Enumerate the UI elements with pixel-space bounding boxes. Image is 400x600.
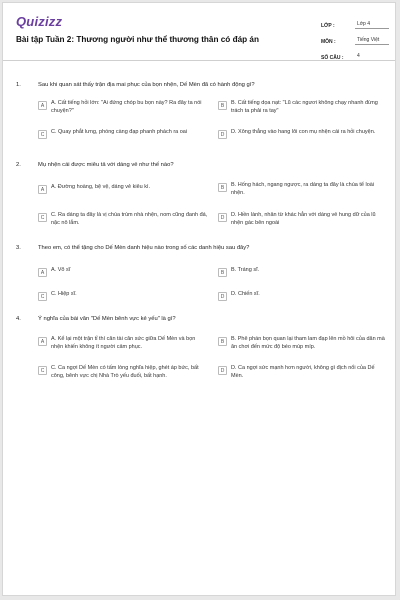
- option-badge: B: [218, 183, 227, 192]
- option-text: C. Hiệp sĩ.: [51, 291, 77, 297]
- option-text: B. Tráng sĩ.: [231, 267, 260, 273]
- option-badge: C: [38, 292, 47, 301]
- option-text: B. Hống hách, ngang ngược, ra dáng ta đây là chúa tể loài nhện.: [231, 182, 375, 196]
- option-badge: C: [38, 213, 47, 222]
- question-text: Sau khi quan sát thấy trận địa mai phục của bọn nhện, Dế Mèn đã có hành động gì?: [38, 82, 255, 88]
- option-badge: B: [218, 337, 227, 346]
- option-text: D. Hiền lành, nhân từ khác hẳn với dáng vẻ hung dữ của lũ nhện gác bên ngoài: [231, 212, 376, 226]
- question-number: 3.: [16, 245, 21, 251]
- option-text: D. Xông thẳng vào hang lôi con mụ nhện cái ra hỏi chuyện.: [231, 129, 376, 135]
- option-c[interactable]: [38, 291, 208, 301]
- question-header: [16, 316, 386, 326]
- option-badge: A: [38, 268, 47, 277]
- option-badge: C: [38, 130, 47, 139]
- option-text: D. Ca ngợi sức mạnh hơn người, không gì địch nổi của Dế Mèn.: [231, 365, 375, 379]
- option-text: A. Võ sĩ: [51, 267, 71, 273]
- option-text: A. Cất tiếng hỏi lớn: "Ai đứng chóp bu bọn này? Ra đây ta nói chuyện?": [51, 100, 202, 114]
- option-text: A. Đường hoàng, bệ vệ, dáng vẻ kiêu kì.: [51, 184, 151, 190]
- meta-block: [321, 15, 389, 63]
- meta-value-field: Lớp 4: [355, 21, 389, 29]
- option-badge: D: [218, 130, 227, 139]
- question-text: Ý nghĩa của bài văn "Dế Mèn bênh vực kẻ yếu" là gì?: [38, 316, 176, 322]
- option-badge: B: [218, 101, 227, 110]
- meta-value-field: 4: [355, 53, 389, 61]
- option-text: B. Phê phán bọn quan lại tham lam đạp lên mồ hôi của dân mà ăn chơi đến mức độ béo múp míp.: [231, 336, 385, 350]
- question-1: [16, 82, 386, 138]
- option-text: B. Cất tiếng dọa nạt: "Lũ các ngươi không chạy nhanh đừng trách ta phải ra tay": [231, 100, 378, 114]
- option-d[interactable]: [218, 129, 388, 139]
- option-badge: D: [218, 292, 227, 301]
- worksheet-page: [2, 2, 396, 596]
- option-badge: A: [38, 337, 47, 346]
- header-divider: [3, 60, 395, 61]
- option-badge: C: [38, 366, 47, 375]
- option-c[interactable]: [38, 365, 208, 380]
- option-d[interactable]: [218, 291, 388, 301]
- question-number: 2.: [16, 162, 21, 168]
- meta-key: LỚP :: [321, 23, 335, 29]
- question-header: [16, 245, 386, 255]
- option-a[interactable]: [38, 336, 208, 351]
- question-text: Theo em, có thể tặng cho Dế Mèn danh hiệu nào trong số các danh hiệu sau đây?: [38, 245, 250, 251]
- question-2: [16, 162, 386, 226]
- worksheet-title: Bài tập Tuần 2: Thương người như thể thương thân có đáp án: [16, 35, 259, 44]
- question-header: [16, 162, 386, 172]
- option-text: C. Ra dáng ta đây là vị chúa trùm nhà nhện, nom cũng đanh đá, nặc nô lắm.: [51, 212, 208, 226]
- question-3: [16, 245, 386, 300]
- option-b[interactable]: [218, 100, 388, 115]
- meta-value-field: Tiếng Việt: [355, 37, 389, 45]
- option-c[interactable]: [38, 129, 208, 139]
- meta-row-count: [321, 47, 389, 61]
- meta-key: SỐ CÂU :: [321, 55, 344, 61]
- question-header: [16, 82, 386, 92]
- option-a[interactable]: [38, 184, 208, 194]
- question-text: Mụ nhện cái được miêu tả với dáng vẻ như thế nào?: [38, 162, 174, 168]
- option-d[interactable]: [218, 212, 388, 227]
- option-a[interactable]: [38, 100, 208, 115]
- option-a[interactable]: [38, 267, 208, 277]
- option-badge: D: [218, 366, 227, 375]
- option-badge: A: [38, 185, 47, 194]
- option-text: C. Quay phắt lưng, phóng càng đạp phanh phách ra oai: [51, 129, 188, 135]
- option-badge: A: [38, 101, 47, 110]
- option-text: A. Kể lại một trận tỉ thí căn tài căn sức giữa Dế Mèn và bọn nhện khiến không ít người cảm phục.: [51, 336, 196, 350]
- option-b[interactable]: [218, 182, 388, 197]
- meta-key: MÔN :: [321, 39, 336, 45]
- question-number: 1.: [16, 82, 21, 88]
- option-badge: D: [218, 213, 227, 222]
- option-b[interactable]: [218, 336, 388, 351]
- option-d[interactable]: [218, 365, 388, 380]
- meta-row-class: [321, 15, 389, 29]
- quizizz-logo: Quizizz: [16, 14, 63, 29]
- question-number: 4.: [16, 316, 21, 322]
- option-c[interactable]: [38, 212, 208, 227]
- option-badge: B: [218, 268, 227, 277]
- meta-row-subject: [321, 31, 389, 45]
- option-text: C. Ca ngợi Dế Mèn có tấm lòng nghĩa hiệp, ghét áp bức, bất công, bênh vực chị Nhà Trò yếu đuối, bất hạnh.: [51, 365, 199, 379]
- question-4: [16, 316, 386, 379]
- option-b[interactable]: [218, 267, 388, 277]
- option-text: D. Chiến sĩ.: [231, 291, 260, 297]
